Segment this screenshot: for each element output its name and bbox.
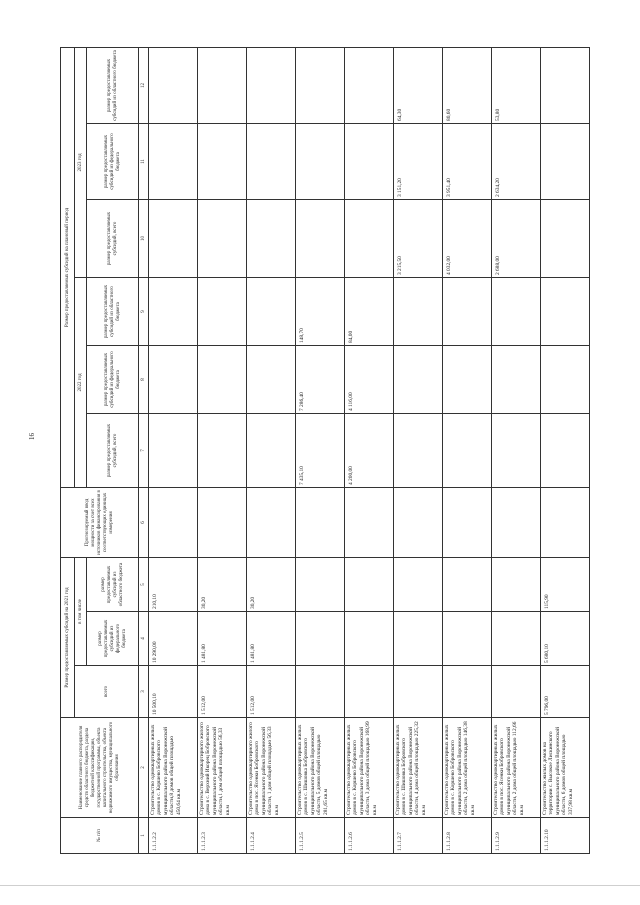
rotated-table-wrapper	[60, 48, 590, 854]
header-num: № п/п	[61, 818, 139, 854]
row-total-2021: 1 512,00	[247, 666, 296, 718]
row-object-name: Строительство одноквартирных жилых домов в с. Шишовка Бобровского муниципального района Воронежской области, 5 домов общей площадью 281,65 кв.м	[296, 718, 345, 818]
row-fed-2021: 10 290,00	[149, 612, 198, 666]
header-year-2023: 2023 год	[75, 47, 87, 277]
row-fed-2022	[443, 345, 492, 413]
row-reg-2023	[198, 47, 247, 123]
row-reg-2021	[443, 557, 492, 611]
row-reg-2023: 80,60	[443, 47, 492, 123]
col-number: 4	[139, 612, 149, 666]
row-object-name: Строительство одноквартирного жилого дома в пос. Ясенки Бобровского муниципального района Воронежской области, 1 дом общей площадью 56,33 кв.м	[247, 718, 296, 818]
row-total-2023: 2 688,00	[492, 199, 541, 277]
row-object-name: Строительство жилых домов на территории с. Высокое Лискинского муниципального района Воронежской области, 6 домов общей площадью 337,98 кв.м	[541, 718, 590, 818]
row-total-2022	[394, 413, 443, 487]
row-fed-2021: 5 680,10	[541, 612, 590, 666]
row-fed-2023	[149, 123, 198, 199]
col-number: 9	[139, 277, 149, 345]
header-reg-2023: размер предоставляемых субсидий из областного бюджета	[87, 47, 139, 123]
row-code: 1.1.1.2.5	[296, 818, 345, 854]
row-code: 1.1.1.2.9	[492, 818, 541, 854]
row-total-2023	[198, 199, 247, 277]
table-row	[149, 47, 198, 853]
row-reg-2021: 30,20	[247, 557, 296, 611]
row-total-2021	[296, 666, 345, 718]
row-fed-2022	[247, 345, 296, 413]
row-fed-2023	[198, 123, 247, 199]
row-total-2021	[443, 666, 492, 718]
row-reg-2021	[492, 557, 541, 611]
table-row	[345, 47, 394, 853]
col-number: 5	[139, 557, 149, 611]
row-capacity	[149, 487, 198, 557]
row-object-name: Строительство одноквартирных жилых домов в с. Шишовка Бобровского муниципального района Воронежской области, 4 дома общей площадью 225,32 кв.м	[394, 718, 443, 818]
header-total-2023: размер предоставляемых субсидий, всего	[87, 199, 139, 277]
col-number: 12	[139, 47, 149, 123]
row-capacity	[492, 487, 541, 557]
row-total-2022	[541, 413, 590, 487]
col-number: 3	[139, 666, 149, 718]
row-fed-2021: 1 481,80	[198, 612, 247, 666]
table-row	[492, 47, 541, 853]
header-fed-2022: размер предоставляемых субсидий из федерального бюджета	[87, 345, 139, 413]
row-fed-2021	[443, 612, 492, 666]
header-name: Наименование главного распорядителя средств областного бюджета, раздела бюджетной классификации, государственной программы, объекта капитального строительства, объекта недвижимого имущества, муниципального образования	[61, 718, 139, 818]
row-object-name: Строительство одноквартирных жилых домов в пос. Ясенки Бобровского муниципального района Воронежской области, 2 дома общей площадью 112,66 кв.м	[492, 718, 541, 818]
header-total-2022: размер предоставляемых субсидий, всего	[87, 413, 139, 487]
row-total-2021	[394, 666, 443, 718]
row-reg-2023	[296, 47, 345, 123]
row-fed-2022	[149, 345, 198, 413]
row-capacity	[443, 487, 492, 557]
row-fed-2021	[394, 612, 443, 666]
row-object-name: Строительство одноквартирных жилых домов в с. Коршево Бобровского муниципального района Воронежской области, 2 дома общей площадью 146,38 кв.м	[443, 718, 492, 818]
page-bottom-rule	[0, 885, 640, 886]
row-reg-2023: 53,80	[492, 47, 541, 123]
row-code: 1.1.1.2.8	[443, 818, 492, 854]
col-number: 2	[139, 718, 149, 818]
table-container	[60, 48, 590, 854]
table-row	[296, 47, 345, 853]
table-row	[541, 47, 590, 853]
row-capacity	[394, 487, 443, 557]
row-reg-2022	[541, 277, 590, 345]
row-fed-2022	[541, 345, 590, 413]
header-total-2021: всего	[75, 666, 139, 718]
row-fed-2023: 3 151,20	[394, 123, 443, 199]
header-fed-2021: размер предоставляемых субсидий из федерального бюджета	[87, 612, 139, 666]
row-reg-2022	[394, 277, 443, 345]
row-total-2021: 5 796,00	[541, 666, 590, 718]
row-fed-2023	[296, 123, 345, 199]
row-reg-2021	[296, 557, 345, 611]
col-number: 10	[139, 199, 149, 277]
row-fed-2023: 2 634,20	[492, 123, 541, 199]
row-fed-2022	[492, 345, 541, 413]
row-total-2023	[296, 199, 345, 277]
row-object-name: Строительство одноквартирных жилых домов в с. Коршево Бобровского муниципального района Воронежской области, 3 дома общей площадью 168,99 кв.м	[345, 718, 394, 818]
col-number: 1	[139, 818, 149, 854]
row-reg-2022	[492, 277, 541, 345]
row-fed-2022: 7 286,40	[296, 345, 345, 413]
row-capacity	[541, 487, 590, 557]
row-reg-2023	[247, 47, 296, 123]
header-year-2022: 2022 год	[75, 277, 87, 487]
row-code: 1.1.1.2.2	[149, 818, 198, 854]
row-total-2022	[492, 413, 541, 487]
row-reg-2021	[345, 557, 394, 611]
row-total-2023	[541, 199, 590, 277]
table-row	[247, 47, 296, 853]
row-fed-2023	[541, 123, 590, 199]
row-fed-2023	[247, 123, 296, 199]
row-reg-2023: 64,30	[394, 47, 443, 123]
subsidy-table	[60, 47, 590, 854]
header-incl: в том числе	[75, 557, 87, 665]
header-reg-2021: размер предоставляемых субсидий из областного бюджета	[87, 557, 139, 611]
header-group-2021: Размер предоставляемых субсидий на 2021 год	[61, 557, 75, 717]
row-total-2023: 3 215,50	[394, 199, 443, 277]
row-fed-2021	[345, 612, 394, 666]
row-total-2021	[345, 666, 394, 718]
row-reg-2021: 210,10	[149, 557, 198, 611]
row-fed-2023	[345, 123, 394, 199]
row-total-2021: 10 500,10	[149, 666, 198, 718]
row-capacity	[247, 487, 296, 557]
row-total-2023: 4 032,00	[443, 199, 492, 277]
row-object-name: Строительство одноквартирного жилого дома в с. Верхний Икорец Бобровского муниципального района Воронежской области,1 дом общей площадью 56,33 кв.м	[198, 718, 247, 818]
row-code: 1.1.1.2.6	[345, 818, 394, 854]
row-reg-2021: 115,90	[541, 557, 590, 611]
row-total-2021: 1 512,00	[198, 666, 247, 718]
row-code: 1.1.1.2.10	[541, 818, 590, 854]
row-total-2021	[492, 666, 541, 718]
row-code: 1.1.1.2.4	[247, 818, 296, 854]
header-fed-2023: размер предоставляемых субсидий из федерального бюджета	[87, 123, 139, 199]
row-capacity	[296, 487, 345, 557]
page-number: 16	[28, 433, 36, 440]
row-total-2022: 7 435,10	[296, 413, 345, 487]
row-fed-2022: 4 116,00	[345, 345, 394, 413]
row-reg-2021: 30,20	[198, 557, 247, 611]
row-total-2023	[149, 199, 198, 277]
row-reg-2022	[149, 277, 198, 345]
row-capacity	[345, 487, 394, 557]
row-total-2023	[345, 199, 394, 277]
row-total-2023	[247, 199, 296, 277]
row-code: 1.1.1.2.3	[198, 818, 247, 854]
row-object-name: Строительство одноквартирных жилых домов в с. Коршево Бобровского муниципального района Воронежской области,8 домов общей площадью 450,64 кв.м	[149, 718, 198, 818]
row-capacity	[198, 487, 247, 557]
row-fed-2021: 1 481,80	[247, 612, 296, 666]
header-group-plan: Размер предоставляемых субсидий на плановый период	[61, 47, 75, 487]
row-reg-2022	[443, 277, 492, 345]
row-total-2022	[443, 413, 492, 487]
header-reg-2022: размер предоставляемых субсидий из областного бюджета	[87, 277, 139, 345]
col-number: 11	[139, 123, 149, 199]
table-row	[198, 47, 247, 853]
row-code: 1.1.1.2.7	[394, 818, 443, 854]
row-reg-2022	[198, 277, 247, 345]
header-capacity: Прогнозируемый ввод мощности за счет всех источников финансирования в соответствующих единицах измерения	[61, 487, 139, 557]
row-fed-2022	[198, 345, 247, 413]
table-row	[394, 47, 443, 853]
row-reg-2022: 84,00	[345, 277, 394, 345]
row-fed-2023: 3 951,40	[443, 123, 492, 199]
row-reg-2023	[541, 47, 590, 123]
row-total-2022	[247, 413, 296, 487]
col-number: 8	[139, 345, 149, 413]
row-reg-2021	[394, 557, 443, 611]
row-reg-2022: 148,70	[296, 277, 345, 345]
col-number: 7	[139, 413, 149, 487]
row-total-2022	[198, 413, 247, 487]
row-reg-2022	[247, 277, 296, 345]
row-fed-2021	[296, 612, 345, 666]
row-reg-2023	[149, 47, 198, 123]
row-fed-2021	[492, 612, 541, 666]
row-fed-2022	[394, 345, 443, 413]
col-number: 6	[139, 487, 149, 557]
table-row	[443, 47, 492, 853]
row-total-2022	[149, 413, 198, 487]
row-total-2022: 4 200,00	[345, 413, 394, 487]
row-reg-2023	[345, 47, 394, 123]
